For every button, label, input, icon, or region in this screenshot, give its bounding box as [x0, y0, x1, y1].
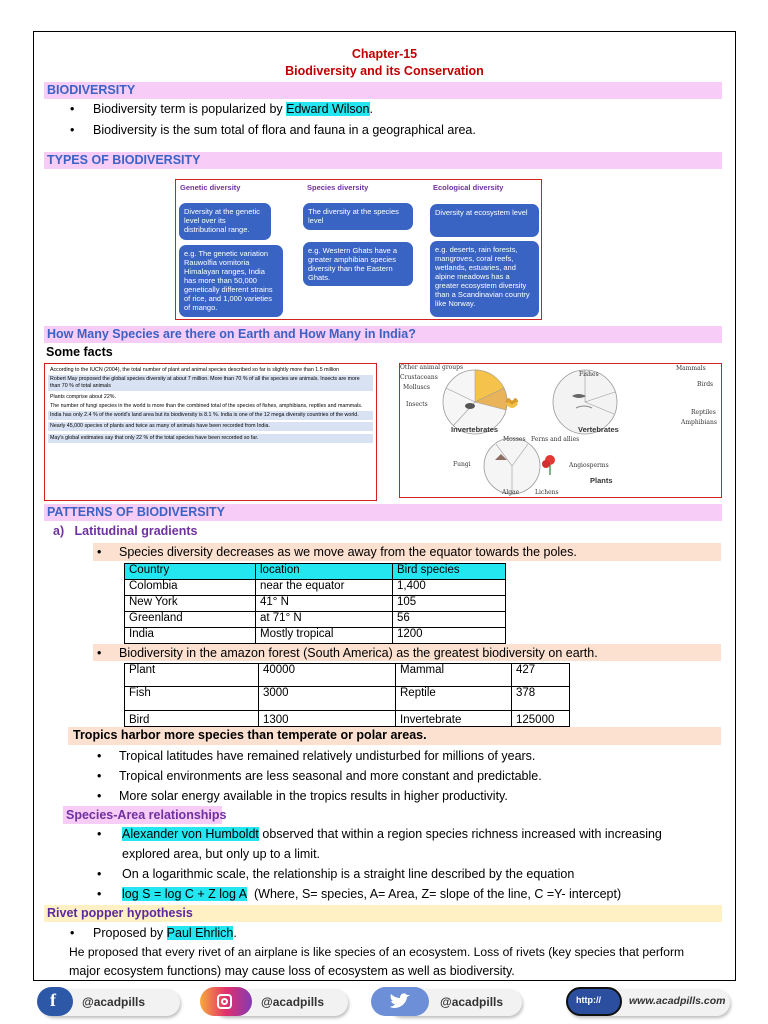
label-other-animal-groups: Other animal groups	[400, 364, 464, 371]
instagram-handle: @acadpills	[261, 995, 325, 1009]
table-cell: Greenland	[125, 612, 256, 628]
bullet-log-scale: • On a logarithmic scale, the relationship is a straight line described by the equation	[97, 867, 575, 881]
table-cell: at 71° N	[256, 612, 393, 628]
pie-charts-illustration	[400, 364, 720, 496]
fact-item: According to the IUCN (2004), the total number of plant and animal species described so far is slightly more than 1.5 million	[50, 367, 340, 373]
table-cell: Reptile	[396, 687, 512, 711]
chapter-number: Chapter-15	[351, 47, 418, 61]
section-heading-biodiversity: BIODIVERSITY	[44, 82, 722, 99]
bullet-ehrlich: • Proposed by Paul Ehrlich.	[70, 926, 237, 940]
highlight-paul-ehrlich: Paul Ehrlich	[166, 926, 234, 940]
label-reptiles: Reptiles	[691, 409, 716, 416]
table-cell: 40000	[259, 664, 396, 687]
table-row	[125, 664, 570, 687]
web-globe-icon[interactable]	[566, 987, 622, 1016]
vertebrates-title: Vertebrates	[578, 425, 619, 434]
genetic-diversity-title: Genetic diversity	[180, 183, 241, 192]
highlight-equation: log S = log C + Z log A	[122, 887, 248, 901]
label-fishes: Fishes	[579, 371, 599, 378]
website-url: www.acadpills.com	[629, 995, 726, 1007]
table-cell: Plant	[125, 664, 259, 687]
bullet-tropics-2: • Tropical environments are less seasonal and more constant and predictable.	[97, 769, 542, 783]
facebook-icon[interactable]: f	[37, 987, 73, 1016]
section-heading-patterns: PATTERNS OF BIODIVERSITY	[44, 504, 722, 521]
species-diversity-title: Species diversity	[307, 183, 369, 192]
instagram-icon[interactable]	[200, 987, 252, 1016]
section-heading-types: TYPES OF BIODIVERSITY	[44, 152, 722, 169]
ecological-def-box: Diversity at ecosystem level	[430, 204, 539, 237]
types-diagram	[175, 179, 542, 320]
label-insects: Insects	[406, 401, 428, 408]
table-header-cell: location	[256, 564, 393, 580]
facts-box	[44, 363, 377, 501]
table-row	[125, 612, 506, 628]
table-row	[125, 628, 506, 644]
table-cell: New York	[125, 596, 256, 612]
table-header-cell: Bird species	[393, 564, 506, 580]
table-cell: 1300	[259, 711, 396, 727]
bullet-amazon: • Biodiversity in the amazon forest (South America) as the greatest biodiversity on earth.	[97, 646, 598, 660]
fact-item: May's global estimates say that only 22 % of the total species have been recorded so far.	[48, 434, 373, 443]
some-facts-heading: Some facts	[46, 345, 113, 359]
bullet-humboldt: • Alexander von Humboldt observed that within a region species richness increased with increasing	[97, 827, 662, 841]
table-cell: Mammal	[396, 664, 512, 687]
table-header-row	[125, 564, 506, 580]
label-angiosperms: Angiosperms	[569, 462, 609, 469]
bullet-tropics-1: • Tropical latitudes have remained relatively undisturbed for millions of years.	[97, 749, 536, 763]
table-cell: near the equator	[256, 580, 393, 596]
fact-item: Nearly 45,000 species of plants and twice as many of animals have been recorded from India.	[48, 422, 373, 431]
table-cell: 427	[512, 664, 570, 687]
bullet-popularized: • Biodiversity term is popularized by Edward Wilson.	[70, 102, 373, 116]
ecological-example-box: e.g. deserts, rain forests, mangroves, coral reefs, wetlands, estuaries, and alpine meadows has a greater ecosystem diversity than a Scandinavian country like Norway.	[430, 241, 539, 317]
table-cell: 3000	[259, 687, 396, 711]
label-algae: Algae	[502, 489, 520, 496]
latitudinal-gradients-heading: a) Latitudinal gradients	[53, 524, 198, 538]
highlight-edward-wilson: Edward Wilson	[286, 102, 370, 116]
rivet-paragraph-line1: He proposed that every rivet of an airplane is like species of an ecosystem. Loss of rivets (key species that perform	[69, 945, 685, 959]
label-lichens: Lichens	[535, 489, 559, 496]
table-cell: 125000	[512, 711, 570, 727]
bullet-humboldt-cont: explored area, but only up to a limit.	[122, 847, 321, 861]
fact-item: Plants comprise about 22%.	[50, 394, 116, 400]
species-area-heading: Species-Area relationships	[66, 808, 227, 822]
table-row	[125, 687, 570, 711]
genetic-example-box: e.g. The genetic variation Rauwolfia vomitoria Himalayan ranges, India has more than 50,000 genetically different strains of rice, and 1,000 varieties of mango.	[179, 245, 283, 317]
page-title: Biodiversity and its Conservation	[285, 64, 484, 78]
bullet-latitude: • Species diversity decreases as we move away from the equator towards the poles.	[97, 545, 577, 559]
table-cell: Mostly tropical	[256, 628, 393, 644]
section-heading-rivet: Rivet popper hypothesis	[44, 905, 722, 922]
table-cell: Bird	[125, 711, 259, 727]
table-cell: Invertebrate	[396, 711, 512, 727]
table-row	[125, 711, 570, 727]
twitter-icon[interactable]	[371, 987, 429, 1016]
fact-item: The number of fungi species in the world is more than the combined total of the species of fishes, amphibians, reptiles and mammals.	[50, 403, 363, 409]
fact-item: Robert May proposed the global species diversity at about 7 million. More than 70 % of all the species are animals. Insects are more than 70 % of total animals	[48, 375, 373, 391]
label-birds: Birds	[697, 381, 714, 388]
label-molluscs: Molluscs	[403, 384, 430, 391]
table-cell: 378	[512, 687, 570, 711]
bird-species-table	[124, 563, 506, 644]
label-amphibians: Amphibians	[681, 419, 717, 426]
table-cell: 56	[393, 612, 506, 628]
twitter-handle: @acadpills	[440, 995, 504, 1009]
label-fungi: Fungi	[453, 461, 471, 468]
rivet-paragraph-line2: major ecosystem functions) may cause loss of ecosystem as well as biodiversity.	[69, 964, 515, 978]
bullet-tropics-3: • More solar energy available in the tropics results in higher productivity.	[97, 789, 508, 803]
bullet-equation: • log S = log C + Z log A (Where, S= species, A= Area, Z= slope of the line, C =Y- intercept)	[97, 887, 622, 901]
invertebrates-title: Invertebrates	[451, 425, 499, 434]
fact-item: India has only 2.4 % of the world's land area but its biodiversity is 8.1 %. India is one of the 12 mega diversity countries of the world.	[48, 411, 373, 420]
label-ferns: Ferns and allies	[531, 436, 580, 443]
species-def-box: The diversity at the species level	[303, 203, 413, 230]
facebook-handle: @acadpills	[82, 995, 146, 1009]
species-pie-figure	[399, 363, 722, 498]
highlight-humboldt: Alexander von Humboldt	[122, 827, 259, 841]
web-icon-label: http://	[576, 995, 601, 1005]
label-crustaceans: Crustaceans	[400, 374, 438, 381]
section-heading-species-count: How Many Species are there on Earth and How Many in India?	[44, 326, 722, 343]
table-row	[125, 580, 506, 596]
table-cell: Fish	[125, 687, 259, 711]
tropics-heading: Tropics harbor more species than temperate or polar areas.	[73, 728, 427, 742]
table-cell: 1,400	[393, 580, 506, 596]
plants-title: Plants	[590, 476, 613, 485]
table-cell: India	[125, 628, 256, 644]
table-cell: 105	[393, 596, 506, 612]
label-mammals: Mammals	[676, 365, 706, 372]
genetic-def-box: Diversity at the genetic level over its distributional range.	[179, 203, 271, 240]
table-row	[125, 596, 506, 612]
species-example-box: e.g. Western Ghats have a greater amphibian species diversity than the Eastern Ghats.	[303, 242, 413, 286]
ecological-diversity-title: Ecological diversity	[433, 183, 504, 192]
table-cell: Colombia	[125, 580, 256, 596]
table-cell: 1200	[393, 628, 506, 644]
bullet-definition: • Biodiversity is the sum total of flora and fauna in a geographical area.	[70, 123, 476, 137]
table-header-cell: Country	[125, 564, 256, 580]
label-mosses: Mosses	[503, 436, 526, 443]
table-cell: 41° N	[256, 596, 393, 612]
amazon-species-table	[124, 663, 570, 727]
